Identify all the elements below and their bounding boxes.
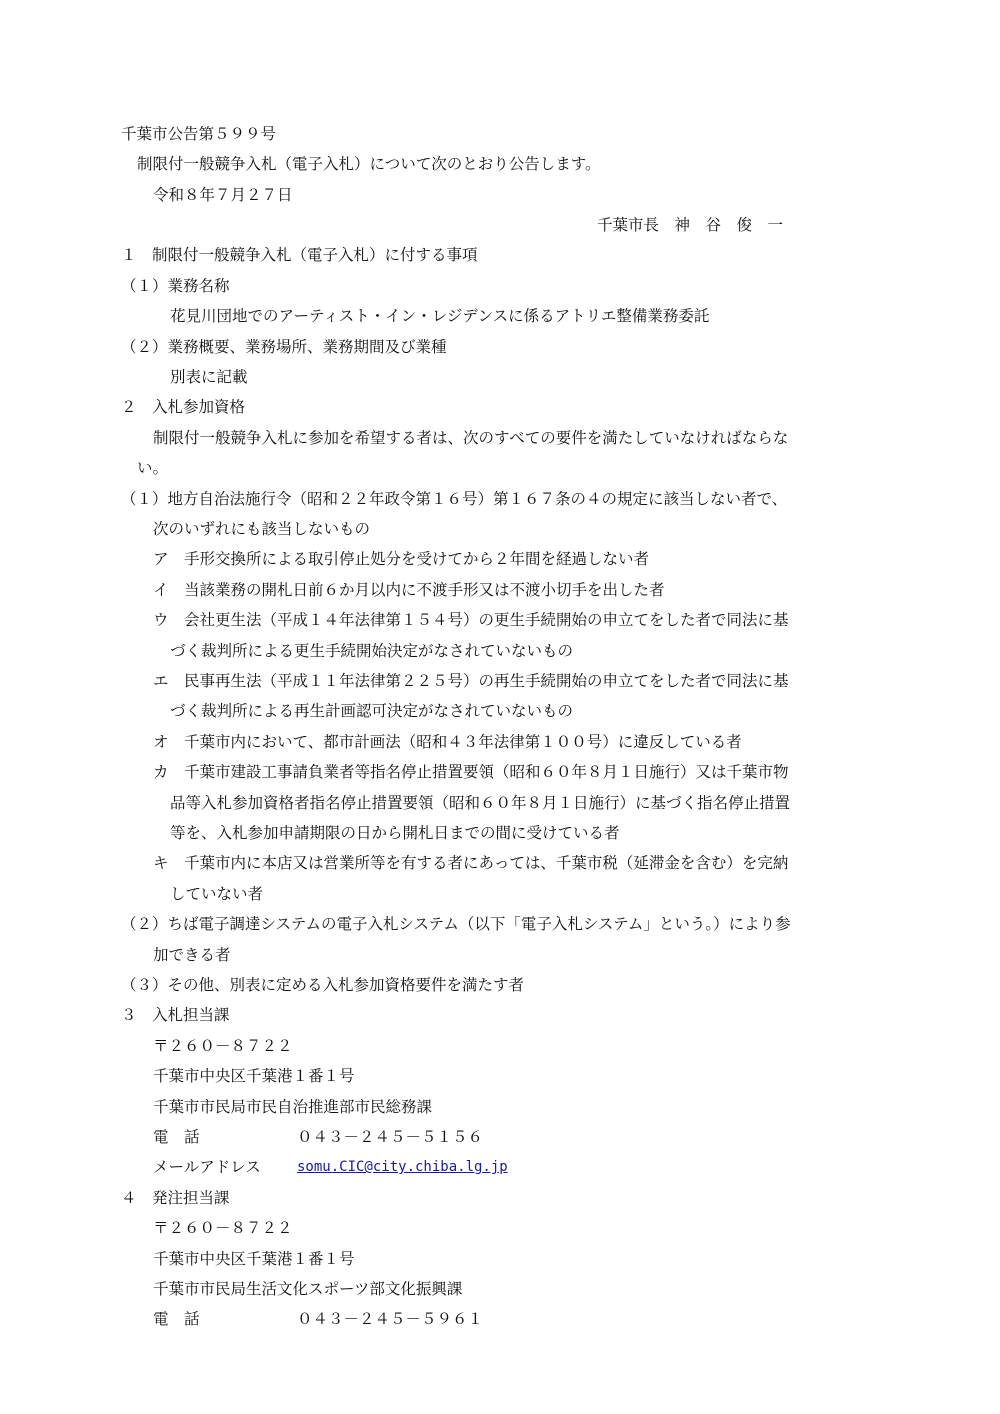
section-3-postal-code: 〒２６０－８７２２	[153, 1037, 293, 1055]
signer: 千葉市長 神 谷 俊 一	[597, 216, 784, 234]
section-4-department: 千葉市市民局生活文化スポーツ部文化振興課	[153, 1280, 463, 1298]
section-4-phone-number: ０４３－２４５－５９６１	[297, 1310, 484, 1328]
section-3-email-label: メールアドレス	[153, 1158, 261, 1176]
section-4-phone-label: 電 話	[153, 1310, 200, 1328]
clause-ka-line-3: 等を、入札参加申請期限の日から開札日までの間に受けている者	[170, 824, 620, 842]
notice-date: 令和８年７月２７日	[153, 186, 293, 204]
section-3-phone-label: 電 話	[153, 1128, 200, 1146]
intro-text: 制限付一般競争入札（電子入札）について次のとおり公告します。	[137, 155, 601, 173]
section-3-heading: ３ 入札担当課	[121, 1006, 230, 1024]
section-1-item-1-label: （１）業務名称	[121, 277, 230, 295]
section-4-heading: ４ 発注担当課	[121, 1189, 230, 1207]
clause-e-line-1: エ 民事再生法（平成１１年法律第２２５号）の再生手続開始の申立てをした者で同法に基	[153, 672, 789, 690]
section-2-item-3: （３）その他、別表に定める入札参加資格要件を満たす者	[121, 976, 525, 994]
clause-i: イ 当該業務の開札日前６か月以内に不渡手形又は不渡小切手を出した者	[153, 581, 665, 599]
clause-e-line-2: づく裁判所による再生計画認可決定がなされていないもの	[170, 702, 574, 720]
section-4-address: 千葉市中央区千葉港１番１号	[153, 1250, 355, 1268]
clause-a: ア 手形交換所による取引停止処分を受けてから２年間を経過しない者	[153, 550, 650, 568]
section-1-item-1-value: 花見川団地でのアーティスト・イン・レジデンスに係るアトリエ整備業務委託	[170, 307, 710, 325]
section-1-item-2-label: （２）業務概要、業務場所、業務期間及び業種	[121, 338, 447, 356]
section-2-item-1-line-1: （１）地方自治法施行令（昭和２２年政令第１６号）第１６７条の４の規定に該当しない者で、	[121, 490, 788, 508]
section-1-heading: １ 制限付一般競争入札（電子入札）に付する事項	[121, 246, 478, 264]
section-4-postal-code: 〒２６０－８７２２	[153, 1219, 293, 1237]
clause-u-line-2: づく裁判所による更生手続開始決定がなされていないもの	[170, 642, 574, 660]
clause-u-line-1: ウ 会社更生法（平成１４年法律第１５４号）の更生手続開始の申立てをした者で同法に基	[153, 611, 789, 629]
section-3-address: 千葉市中央区千葉港１番１号	[153, 1067, 355, 1085]
clause-ki-line-2: していない者	[170, 885, 264, 903]
section-2-intro-line-2: い。	[137, 459, 169, 477]
clause-o: オ 千葉市内において、都市計画法（昭和４３年法律第１００号）に違反している者	[153, 733, 742, 751]
notice-number: 千葉市公告第５９９号	[121, 125, 277, 143]
section-1-item-2-value: 別表に記載	[170, 368, 248, 386]
section-2-item-2-line-1: （２）ちば電子調達システムの電子入札システム（以下「電子入札システム」という。）により参	[121, 915, 791, 933]
clause-ka-line-1: カ 千葉市建設工事請負業者等指名停止措置要領（昭和６０年８月１日施行）又は千葉市物	[153, 763, 789, 781]
section-3-phone-number: ０４３－２４５－５１５６	[297, 1128, 484, 1146]
section-2-intro-line-1: 制限付一般競争入札に参加を希望する者は、次のすべての要件を満たしていなければならな	[153, 429, 789, 447]
clause-ki-line-1: キ 千葉市内に本店又は営業所等を有する者にあっては、千葉市税（延滞金を含む）を完納	[153, 854, 789, 872]
section-2-item-1-line-2: 次のいずれにも該当しないもの	[153, 520, 371, 538]
section-2-item-2-line-2: 加できる者	[153, 946, 231, 964]
section-2-heading: ２ 入札参加資格	[121, 398, 246, 416]
section-3-department: 千葉市市民局市民自治推進部市民総務課	[153, 1098, 433, 1116]
clause-ka-line-2: 品等入札参加資格者指名停止措置要領（昭和６０年８月１日施行）に基づく指名停止措置	[170, 794, 791, 812]
section-3-email-link[interactable]: somu.CIC@city.chiba.lg.jp	[297, 1159, 508, 1175]
